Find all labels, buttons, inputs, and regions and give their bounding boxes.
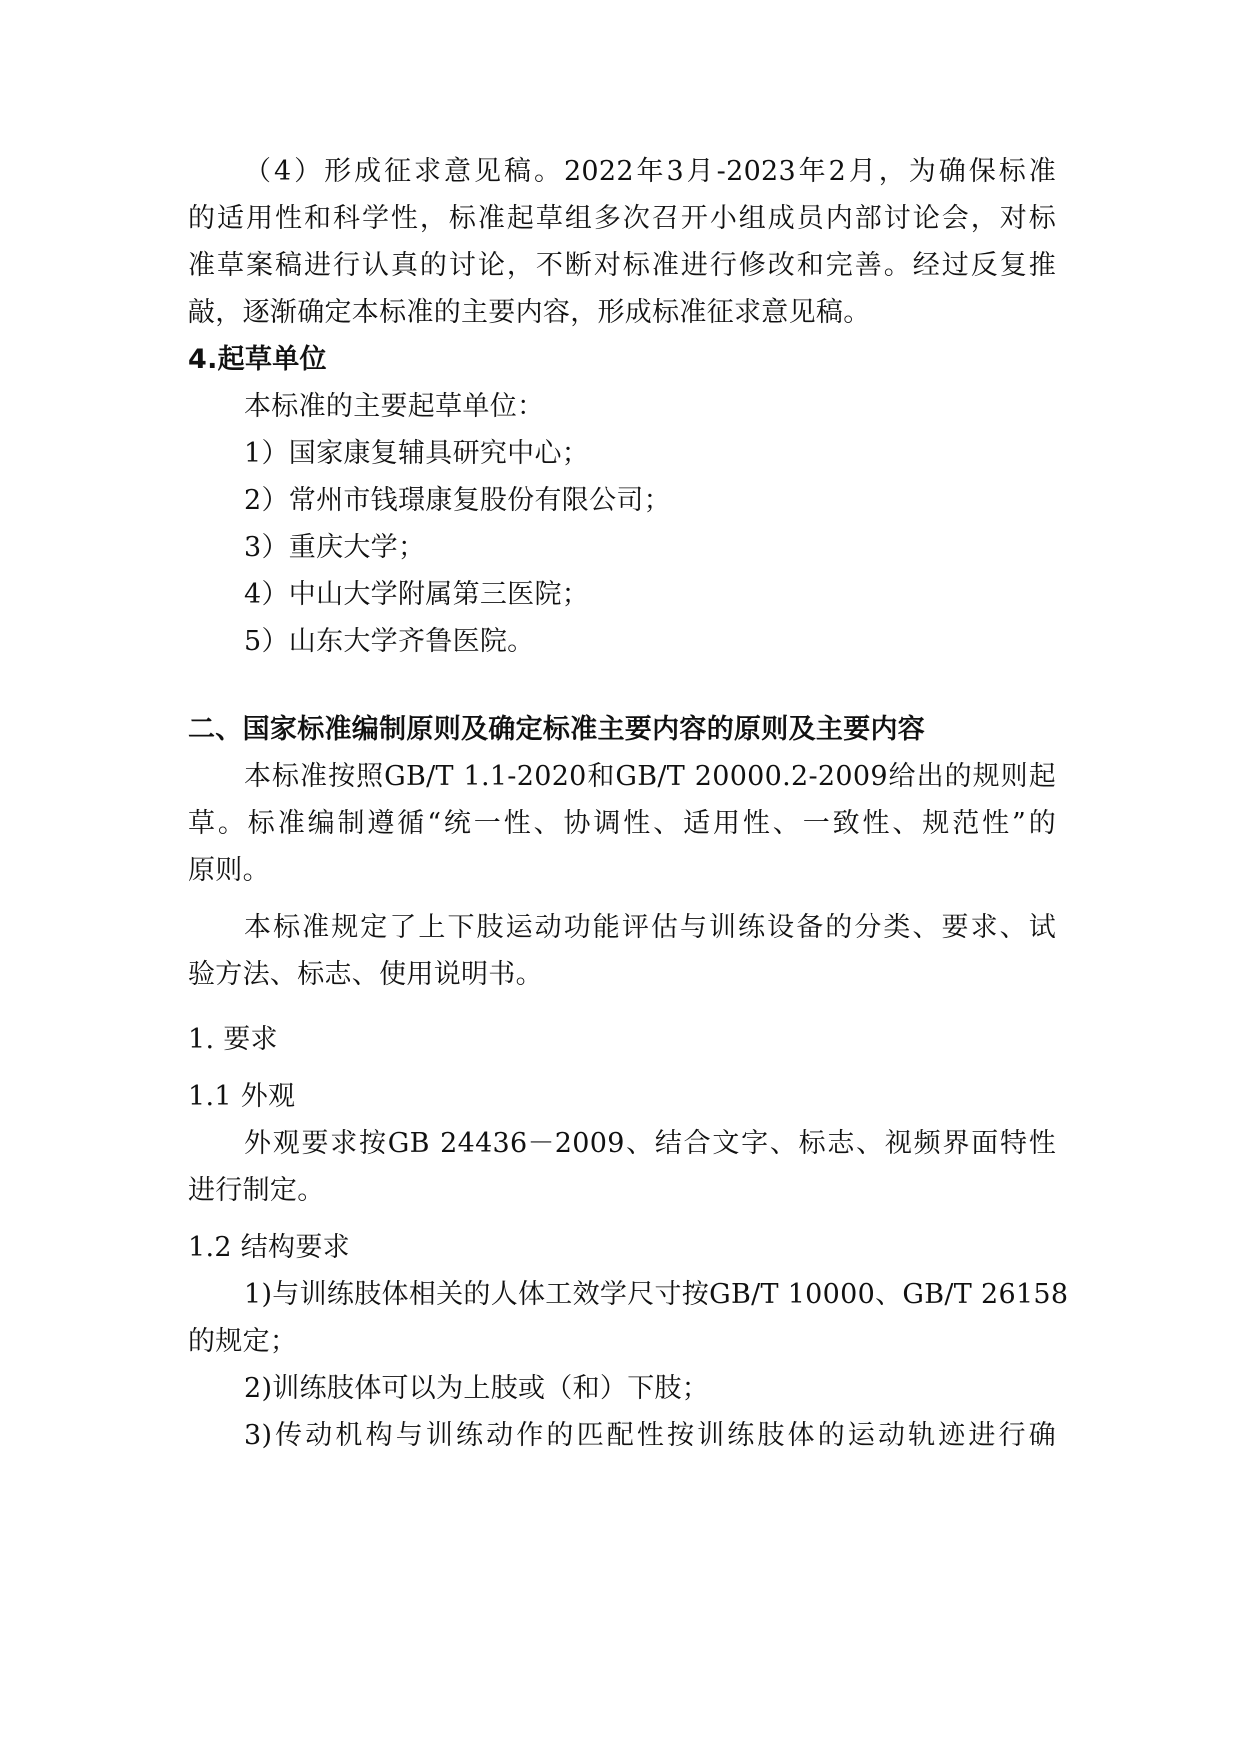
- drafting-unit-4: 4）中山大学附属第三医院；: [244, 579, 590, 610]
- structure-item-1-line-2: 的规定；: [188, 1326, 298, 1357]
- scope-line-1: 本标准规定了上下肢运动功能评估与训练设备的分类、要求、试: [244, 912, 1056, 943]
- section-4-title: 4.起草单位: [188, 344, 327, 375]
- structure-item-3: 3)传动机构与训练动作的匹配性按训练肢体的运动轨迹进行确: [244, 1420, 1056, 1451]
- requirements-title: 1. 要求: [188, 1024, 278, 1055]
- drafting-unit-2: 2）常州市钱璟康复股份有限公司；: [244, 485, 671, 516]
- drafting-unit-3: 3）重庆大学；: [244, 532, 426, 563]
- appearance-line-1: 外观要求按GB 24436－2009、结合文字、标志、视频界面特性: [244, 1128, 1056, 1159]
- paragraph-4-line-4: 敲，逐渐确定本标准的主要内容，形成标准征求意见稿。: [188, 297, 871, 328]
- structure-item-2: 2)训练肢体可以为上肢或（和）下肢；: [244, 1373, 710, 1404]
- paragraph-4-line-3: 准草案稿进行认真的讨论，不断对标准进行修改和完善。经过反复推: [188, 250, 1056, 281]
- section-2-title: 二、国家标准编制原则及确定标准主要内容的原则及主要内容: [188, 714, 926, 745]
- structure-item-1-line-1: 1)与训练肢体相关的人体工效学尺寸按GB/T 10000、GB/T 26158: [244, 1279, 1069, 1310]
- scope-line-2: 验方法、标志、使用说明书。: [188, 959, 543, 990]
- document-page: [188, 148, 1069, 1459]
- drafting-unit-5: 5）山东大学齐鲁医院。: [244, 626, 535, 657]
- principle-line-3: 原则。: [188, 855, 270, 886]
- paragraph-4-line-1: （4）形成征求意见稿。2022年3月-2023年2月，为确保标准: [244, 156, 1056, 187]
- principle-line-2: 草。标准编制遵循“统一性、协调性、适用性、一致性、规范性”的: [188, 808, 1056, 839]
- appearance-title: 1.1 外观: [188, 1081, 296, 1112]
- structure-title: 1.2 结构要求: [188, 1232, 350, 1263]
- appearance-line-2: 进行制定。: [188, 1175, 325, 1206]
- drafting-intro: 本标准的主要起草单位：: [244, 391, 545, 422]
- paragraph-4-line-2: 的适用性和科学性，标准起草组多次召开小组成员内部讨论会，对标: [188, 203, 1056, 234]
- principle-line-1: 本标准按照GB/T 1.1-2020和GB/T 20000.2-2009给出的规则起: [244, 761, 1056, 792]
- drafting-unit-1: 1）国家康复辅具研究中心；: [244, 438, 590, 469]
